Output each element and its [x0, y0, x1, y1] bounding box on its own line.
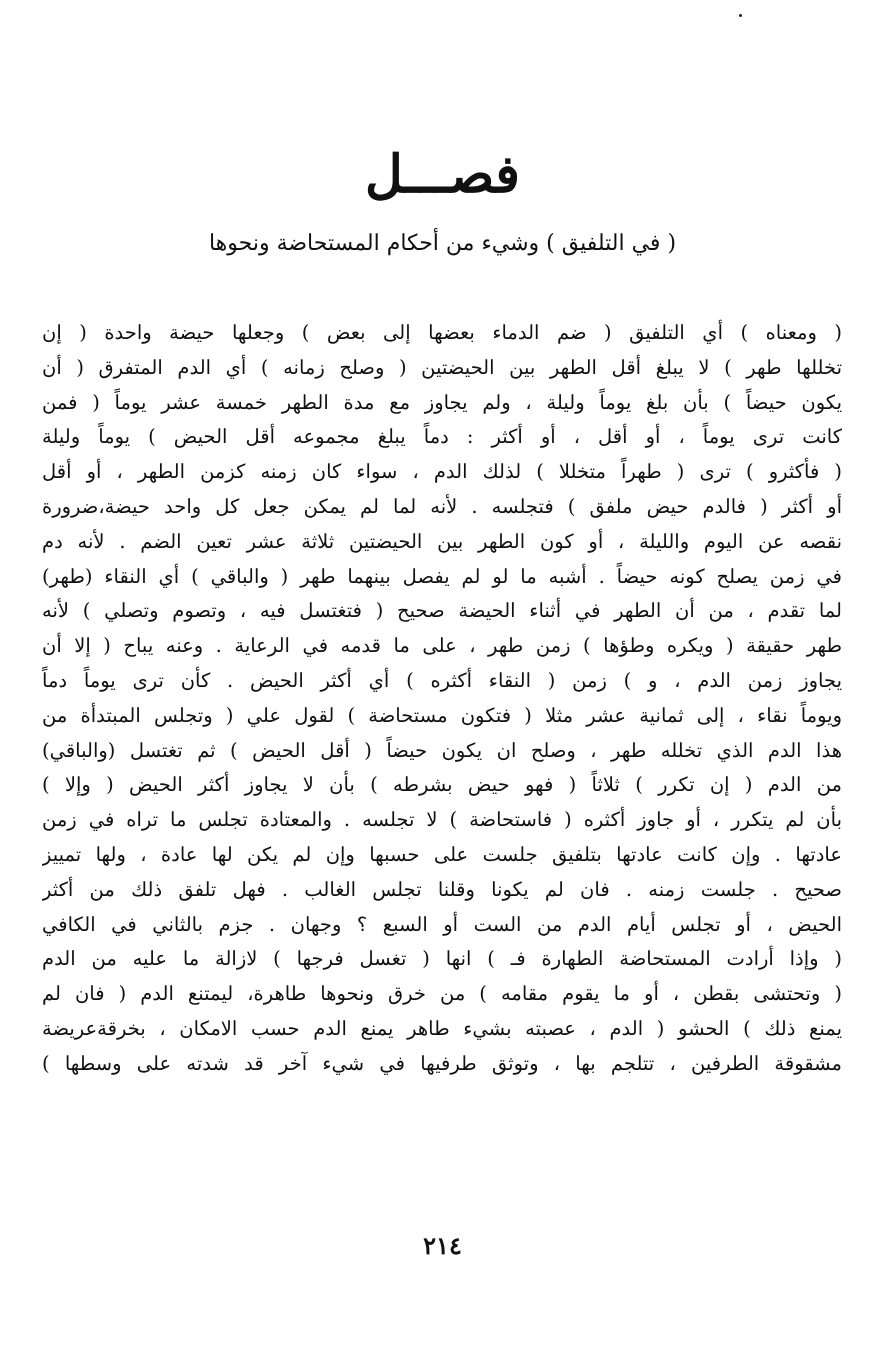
text-line: ( فأكثرو ) ترى ( طهراً متخللا ) لذلك الدم ، سواء كان زمنه كزمن الطهر ، أو أقل	[42, 460, 842, 484]
text-line: كانت ترى يوماً ، أو أقل ، أو أكثر : دماً يبلغ مجموعه أقل الحيض ) يوماً وليلة	[42, 425, 842, 449]
text-line: من الدم ( إن تكرر ) ثلاثاً ( فهو حيض بشرطه ) بأن لا يجاوز أكثر الحيض ( وإلا )	[42, 773, 842, 797]
text-line: يجاوز زمن الدم ، و ) زمن ( النقاء أكثره ) أي أكثر الحيض . كأن ترى يوماً دماً	[42, 668, 842, 692]
text-line: لما تقدم ، من أن الطهر في أثناء الحيضة صحيح ( فتغتسل فيه ، وتصوم وتصلي ) لأنه	[42, 599, 842, 623]
text-line: الحيض ، أو تجلس أيام الدم من الست أو السبع ؟ وجهان . جزم بالثاني في الكافي	[42, 912, 842, 936]
text-line: ( ومعناه ) أي التلفيق ( ضم الدماء بعضها إلى بعض ) وجعلها حيضة واحدة ( إن	[42, 321, 842, 344]
text-line: عادتها . وإن كانت عادتها بتلفيق جلست على حسبها وإن لم يكن لها عادة ، ولها تمييز	[42, 842, 842, 866]
text-line: صحيح . جلست زمنه . فان لم يكونا وقلنا تجلس الغالب . فهل تلفق ذلك من أكثر	[42, 877, 842, 901]
page-number: ٢١٤	[423, 1231, 462, 1260]
text-line: في زمن يصلح كونه حيضاً . أشبه ما لو لم يفصل بينهما طهر ( والباقي ) أي النقاء (طهر)	[42, 564, 842, 588]
ink-speck	[739, 14, 742, 17]
section-heading: فصـــل	[364, 144, 521, 205]
text-line: طهر حقيقة ( ويكره وطؤها ) زمن طهر ، على ما قدمه في الرعاية . وعنه يباح ( إلا أن	[42, 634, 842, 658]
text-line: ( وإذا أرادت المستحاضة الطهارة فـ ) انها ( تغسل فرجها ) لازالة ما عليه من الدم	[42, 947, 842, 971]
text-line: هذا الدم الذي تخلله طهر ، وصلح ان يكون حيضاً ( أقل الحيض ) ثم تغتسل (والباقي)	[42, 738, 842, 762]
text-line: ويوماً نقاء ، إلى ثمانية عشر مثلا ( فتكون مستحاضة ) لقول علي ( وتجلس المبتدأة من	[42, 703, 842, 727]
text-line: ( وتحتشى بقطن ، أو ما يقوم مقامه ) من خرق ونحوها طاهرة، ليمتنع الدم ( فان لم	[42, 982, 842, 1006]
text-line: يمنع ذلك ) الحشو ( الدم ، عصبته بشيء طاهر يمنع الدم حسب الامكان ، بخرقةعريضة	[42, 1016, 842, 1040]
text-line: بأن لم يتكرر ، أو جاوز أكثره ( فاستحاضة ) لا تجلسه . والمعتادة تجلس ما تراه في زمن	[42, 808, 842, 832]
text-line: أو أكثر ( فالدم حيض ملفق ) فتجلسه . لأنه لما لم يمكن جعل كل واحد حيضة،ضرورة	[42, 494, 842, 518]
text-line: تخللها طهر ) لا يبلغ أقل الطهر بين الحيضتين ( وصلح زمانه ) أي الدم المتفرق ( أن	[42, 355, 842, 379]
text-line: يكون حيضاً ) بأن بلغ يوماً وليلة ، ولم يجاوز مع مدة الطهر خمسة عشر يوماً ( فمن	[42, 390, 842, 414]
section-subheading: ( في التلفيق ) وشيء من أحكام المستحاضة ونحوها	[208, 231, 677, 256]
body-text	[42, 316, 842, 1082]
text-line: مشقوقة الطرفين ، تتلجم بها ، وتوثق طرفيها في شيء آخر قد شدته على وسطها )	[42, 1051, 842, 1075]
text-line: نقصه عن اليوم والليلة ، أو كون الطهر بين الحيضتين ثلاثة عشر تعين الضم . لأنه دم	[42, 529, 842, 553]
